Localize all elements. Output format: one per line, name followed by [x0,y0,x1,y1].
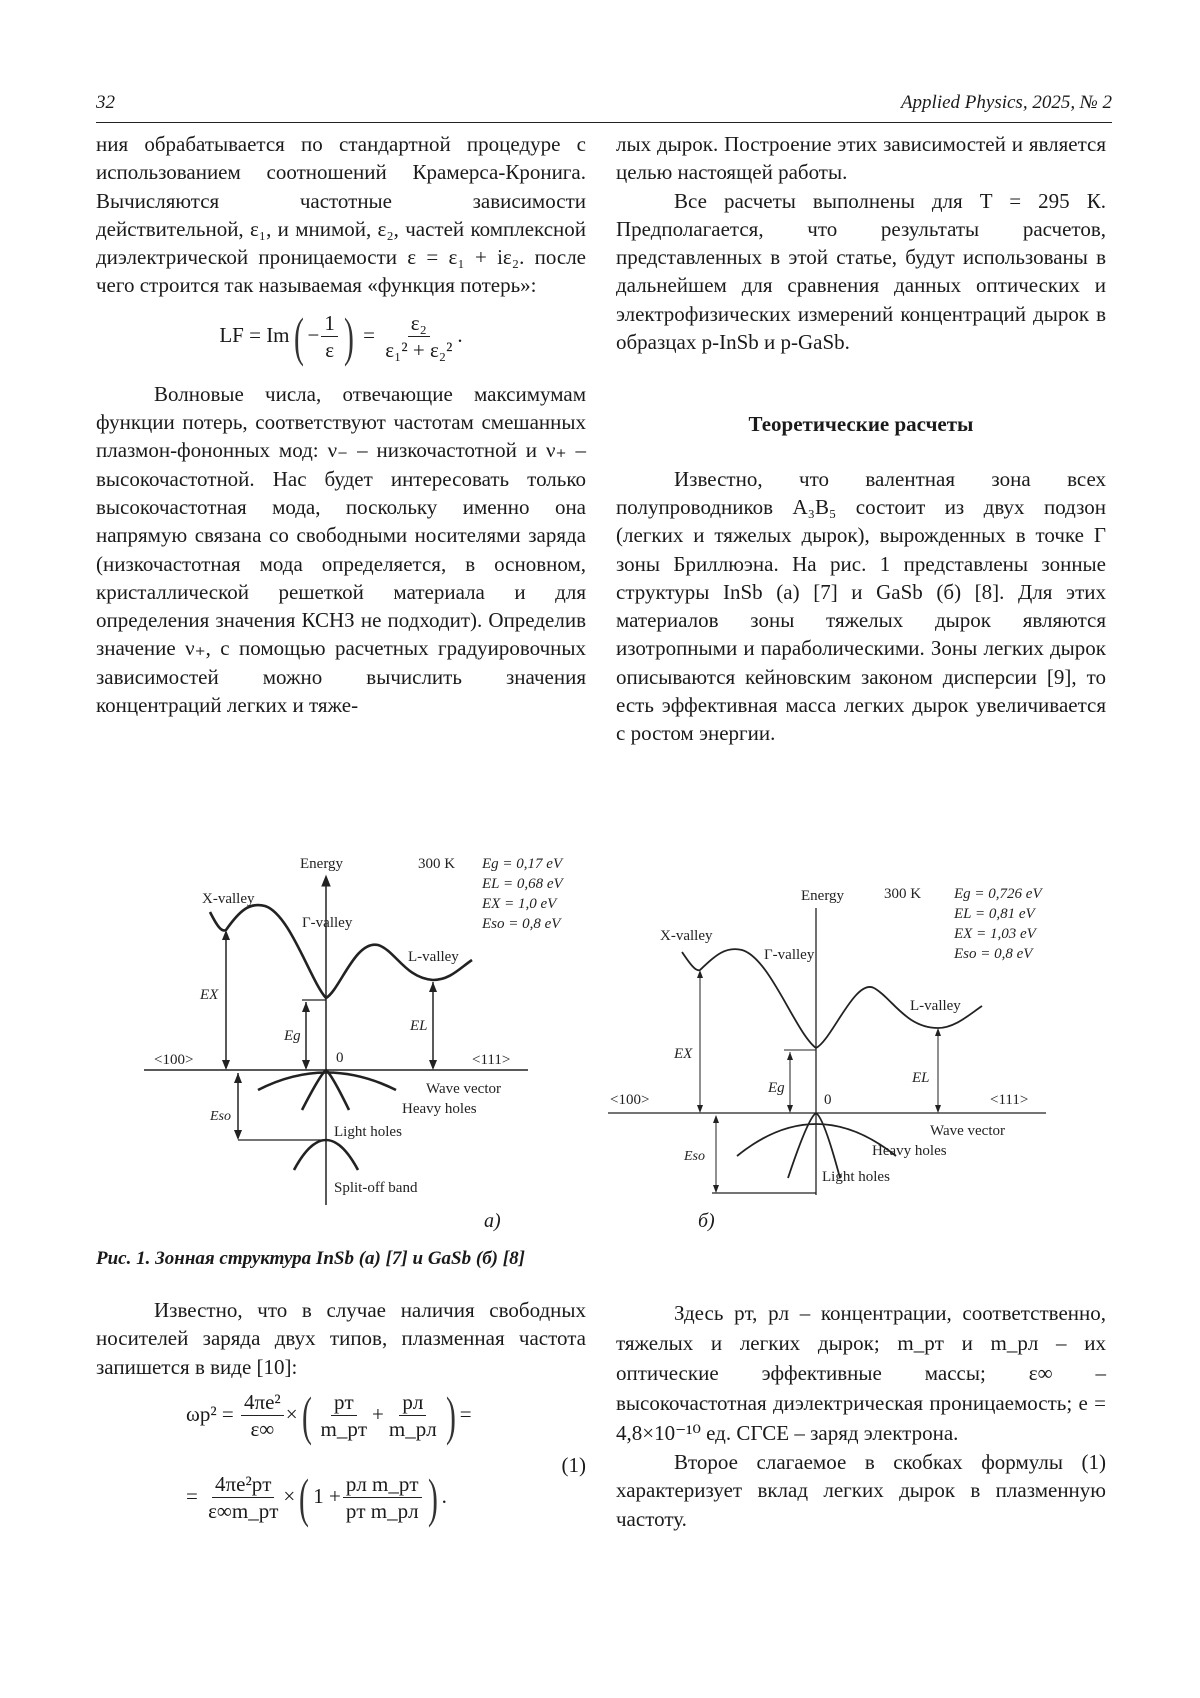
paragraph: лых дырок. Построение этих зависимостей и является целью настоящей работы. [616,132,1106,185]
energy-label: Energy [300,856,344,872]
origin-label: 0 [824,1092,832,1108]
el-label: EL [410,1018,428,1034]
fraction [382,310,455,363]
denominator: ε∞ [250,1417,275,1442]
left-column-top [96,130,586,719]
light-holes-label: Light holes [334,1124,402,1140]
param-eg: Eg = 0,726 eV [954,886,1042,902]
minus-sign: − [307,322,320,347]
param-el: EL = 0,68 eV [482,876,563,892]
param-eso: Eso = 0,8 eV [482,916,561,932]
journal-title: Applied Physics, 2025, № 2 [900,92,1112,113]
running-header [96,92,1112,123]
fraction [343,1471,422,1524]
ex-label: EX [674,1046,693,1062]
numerator: pт [331,1389,357,1416]
denominator: ε₁² + ε₂² [385,338,453,363]
period: . [441,1483,447,1508]
loss-function-formula: LF = Im( − $\frac{1}{\varepsilon}$ ) = $\frac{\text{ε₂}}{\text{ε₁² + ε₂²}}$ . [219,306,463,367]
fraction [318,1389,371,1442]
l-valley-label: L-valley [910,998,961,1014]
gamma-valley-label: Γ-valley [302,915,353,931]
plasma-frequency-formula: ωp² = $\frac{\text{4πe²}}{\varepsilon\infty}$ ×( $\frac{pт}{m\_pт}$ + $\frac{pл}{m\_pл}$ ) = = $\frac{\text{4πe²pт}}{\varepsilon\infty m\_pт}$ ×( 1 + $\frac{\text{pл m\_pт}}{\text{pт m\_pл}}$ ) . (1) [186,1385,586,1528]
equals-sign: = [363,322,375,347]
equation-number: (1) [561,1452,586,1477]
heavy-holes-curve [258,1073,396,1091]
page-number: 32 [96,92,115,113]
el-label: EL [912,1070,930,1086]
paragraph: Второе слагаемое в скобках формулы (1) характеризует вклад легких дырок в плазменную частоту. [616,1450,1106,1531]
paragraph: Волновые числа, отвечающие максимумам функции потерь, соответствуют частотам смешанных плазмон-фононных мод: ν₋ – низкочастотной и ν₊ – высокочастотной. Нас будет интересовать только высокочастотная мода, поскольку именно она напрямую связана со свободными носителями заряда (низкочастотная мода определяется, в основном, кристаллической решеткой материала и для определения значения КСНЗ не подходит). Определив значение ν₊, с помощью расчетных градуировочных зависимостей можно вычислить значения концентраций легких и тяже- [96,381,586,718]
param-ex: EX = 1,0 eV [482,896,557,912]
section-heading: Теоретические расчеты [748,412,974,437]
paragraph: Все расчеты выполнены для T = 295 К. Предполагается, что результаты расчетов, представленных в этой статье, будут использованы в дальнейшем для сравнения данных оптических и электрофизических измерений концентраций дырок в образцах p-InSb и p-GaSb. [616,188,1106,355]
numerator: 4πe²pт [212,1471,274,1498]
direction-100-label: <100> [154,1052,194,1068]
numerator: 4πe² [241,1389,284,1416]
param-eso: Eso = 0,8 eV [954,946,1033,962]
arrow-up-icon [322,876,330,886]
equals-sign: = [186,1483,198,1508]
formula-lhs: ωp² = [186,1401,234,1426]
temperature-label: 300 K [418,856,456,872]
paragraph: Здесь pт, pл – концентрации, соответственно, тяжелых и легких дырок; m_pт и m_pл – их оптические эффективные массы; ε∞ – высокочастотная диэлектрическая проницаемость; e = 4,8×10⁻¹⁰ ед. СГСЕ – заряд электрона. [616,1301,1106,1445]
denominator: pт m_pл [345,1499,419,1524]
plus-sign: + [372,1401,384,1426]
paragraph: Известно, что валентная зона всех полупроводников A₃B₅ состоит из двух подзон (легких и тяжелых дырок), вырожденных в точке Г зоны Бриллюэна. На рис. 1 представлены зонные структуры InSb (а) [7] и GaSb (б) [8]. Для этих материалов зоны тяжелых дырок являются изотропными и параболическими. Зоны легких дырок описываются кейновским законом дисперсии [9], то есть эффективная масса легких дырок увеличивается с ростом энергии. [616,466,1106,746]
right-column-bottom [616,1298,1106,1533]
numerator: pл [399,1389,426,1416]
denominator: ε [325,338,335,363]
numerator: pл m_pт [343,1471,422,1498]
split-off-band-label: Split-off band [334,1180,418,1196]
param-eg: Eg = 0,17 eV [482,856,563,872]
panel-a-label: а) [484,1210,501,1232]
param-el: EL = 0,81 eV [954,906,1035,922]
l-valley-label: L-valley [408,949,459,965]
one-plus: 1 + [313,1483,341,1508]
times-sign: × [285,1401,298,1426]
gamma-valley-label: Γ-valley [764,947,815,963]
denominator: m_pл [388,1417,437,1442]
paragraph: ния обрабатывается по стандартной процедуре с использованием соотношений Крамерса-Кронига. Вычисляются частотные зависимости действительной, ε₁, и мнимой, ε₂, частей комплексной диэлектрической проницаемости ε = ε₁ + iε₂. после чего строится так называемая «функция потерь»: [96,132,586,298]
heavy-holes-label: Heavy holes [402,1101,477,1117]
fraction [321,310,338,363]
numerator: ε₂ [408,310,430,337]
eg-label: Eg [768,1080,785,1096]
times-sign: × [283,1483,296,1508]
direction-111-label: <111> [990,1092,1029,1108]
heavy-holes-label: Heavy holes [872,1143,947,1159]
denominator: ε∞m_pт [208,1499,279,1524]
ex-label: EX [200,987,219,1003]
fraction [205,1471,281,1524]
param-ex: EX = 1,03 eV [954,926,1036,942]
eso-label: Eso [684,1149,705,1164]
equals-sign: = [459,1401,472,1426]
formula-lhs: LF = Im [219,322,290,347]
wave-vector-label: Wave vector [426,1081,501,1097]
figure-caption: Рис. 1. Зонная структура InSb (а) [7] и GaSb (б) [8] [96,1248,525,1269]
x-valley-label: X-valley [660,928,713,944]
direction-100-label: <100> [610,1092,650,1108]
energy-label: Energy [801,888,845,904]
fraction [386,1389,440,1442]
denominator: m_pт [320,1417,368,1442]
eso-label: Eso [210,1109,231,1124]
numerator: 1 [321,310,338,337]
left-column-bottom [96,1296,586,1549]
fraction [241,1389,284,1442]
light-holes-label: Light holes [822,1169,890,1185]
panel-b-label: б) [698,1210,715,1232]
origin-label: 0 [336,1050,344,1066]
paragraph: Известно, что в случае наличия свободных носителей заряда двух типов, плазменная частота запишется в виде [10]: [96,1298,586,1379]
temperature-label: 300 K [884,886,922,902]
right-column-top [616,130,1106,748]
band-structure-insb [130,840,600,1210]
period: . [457,322,463,347]
x-valley-label: X-valley [202,891,255,907]
wave-vector-label: Wave vector [930,1123,1005,1139]
direction-111-label: <111> [472,1052,511,1068]
eg-label: Eg [284,1028,301,1044]
band-structure-gasb [600,860,1100,1200]
